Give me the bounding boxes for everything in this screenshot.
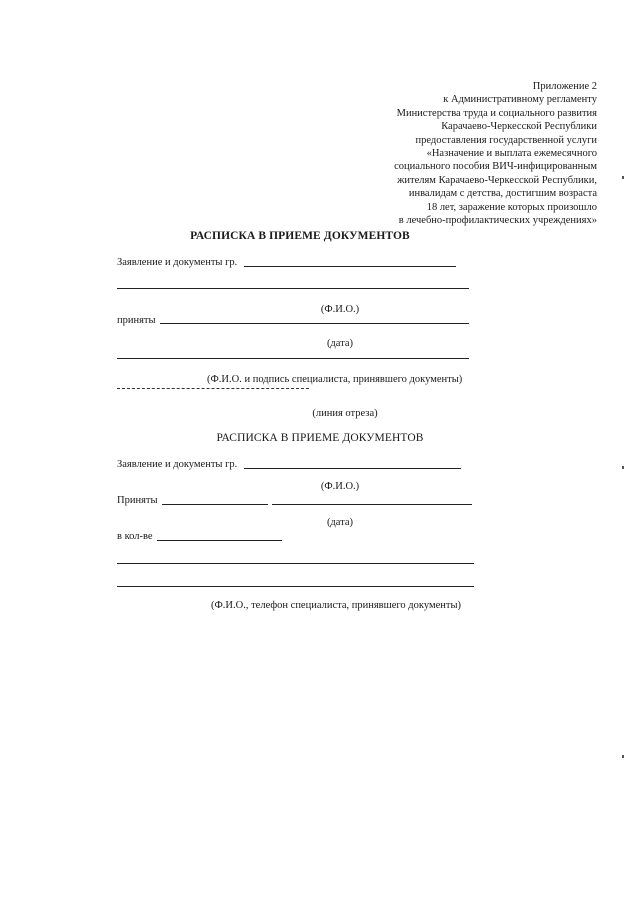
receipt-2-statement-label: Заявление и документы гр. <box>117 459 238 470</box>
receipt-2-specialist-field[interactable] <box>117 563 474 564</box>
receipt-1-specialist-caption: (Ф.И.О. и подпись специалиста, принявшего документы) <box>207 374 463 385</box>
appendix-line: Министерства труда и социального развития <box>396 107 597 119</box>
appendix-line: инвалидам с детства, достигшим возраста <box>408 188 597 200</box>
receipt-1-fio-caption: (Ф.И.О.) <box>320 304 360 315</box>
receipt-2-quantity-field[interactable] <box>157 540 282 541</box>
receipt-1-specialist-field[interactable] <box>117 358 469 359</box>
appendix-line: социального пособия ВИЧ-инфицированным <box>394 161 597 173</box>
receipt-2-accepted-field-extra[interactable] <box>272 504 472 505</box>
receipt-2-fio-caption: (Ф.И.О.) <box>320 481 360 492</box>
scan-speck <box>622 755 624 758</box>
appendix-line: предоставления государственной услуги <box>415 134 597 146</box>
appendix-line: Приложение 2 <box>532 81 597 92</box>
appendix-line: жителям Карачаево-Черкесской Республики, <box>397 174 597 186</box>
receipt-1-accepted-label: приняты <box>117 315 156 326</box>
appendix-line: 18 лет, заражение которых произошло <box>426 201 597 213</box>
scan-speck <box>622 176 624 179</box>
appendix-header <box>297 80 597 227</box>
receipt-1-title: РАСПИСКА В ПРИЕМЕ ДОКУМЕНТОВ <box>190 230 410 242</box>
appendix-line: в лечебно-профилактических учреждениях» <box>398 215 597 227</box>
receipt-1-applicant-name-field[interactable] <box>244 266 456 267</box>
appendix-line: Карачаево-Черкесской Республики <box>441 121 597 133</box>
scan-speck <box>622 466 624 469</box>
receipt-1-applicant-name-continuation-field[interactable] <box>117 288 469 289</box>
receipt-2-specialist-caption: (Ф.И.О., телефон специалиста, принявшего документы) <box>211 600 462 611</box>
receipt-1-statement-label: Заявление и документы гр. <box>117 257 238 268</box>
receipt-2-accepted-label: Приняты <box>117 495 158 506</box>
receipt-1-accepted-field[interactable] <box>160 323 469 324</box>
receipt-2-accepted-field[interactable] <box>162 504 268 505</box>
receipt-2-date-caption: (дата) <box>326 517 354 528</box>
receipt-2-quantity-label: в кол-ве <box>117 531 153 542</box>
cut-line-caption: (линия отреза) <box>312 408 378 419</box>
receipt-2-specialist-field-extra[interactable] <box>117 586 474 587</box>
receipt-2-applicant-name-field[interactable] <box>244 468 461 469</box>
appendix-line: к Административному регламенту <box>443 94 597 106</box>
appendix-line: «Назначение и выплата ежемесячного <box>426 148 597 160</box>
receipt-2-title: РАСПИСКА В ПРИЕМЕ ДОКУМЕНТОВ <box>216 432 424 444</box>
cut-line <box>117 388 309 389</box>
receipt-1-date-caption: (дата) <box>326 338 354 349</box>
